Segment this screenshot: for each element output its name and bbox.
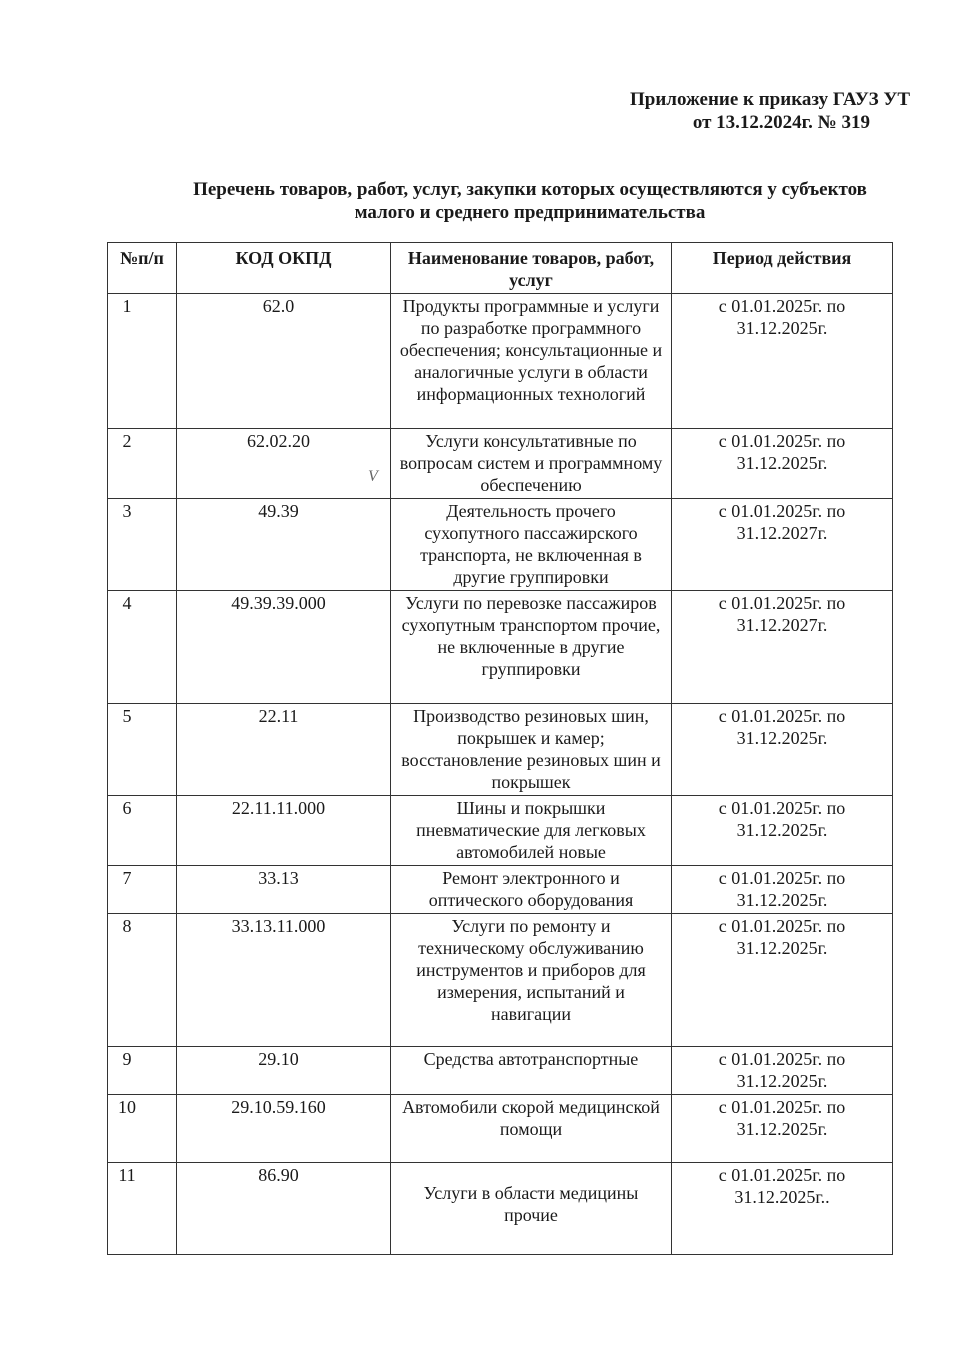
table-row xyxy=(108,796,893,866)
validity-period: с 01.01.2025г. по 31.12.2025г. xyxy=(672,866,893,914)
okpd-code: 33.13 xyxy=(177,866,391,914)
validity-period: с 01.01.2025г. по 31.12.2025г. xyxy=(672,914,893,1047)
item-name: Ремонт электронного и оптического оборудования xyxy=(391,866,672,914)
item-name-text: Услуги в области медицины прочие xyxy=(423,1183,639,1225)
item-name: Производство резиновых шин, покрышек и камер; восстановление резиновых шин и покрышек xyxy=(391,704,672,796)
table-header-row xyxy=(108,243,893,294)
row-number: 3 xyxy=(108,499,177,591)
table-row xyxy=(108,1047,893,1095)
table-row xyxy=(108,1163,893,1255)
validity-period: с 01.01.2025г. по 31.12.2025г. xyxy=(672,796,893,866)
column-header-period: Период действия xyxy=(672,243,893,294)
row-number: 10 xyxy=(108,1095,177,1163)
okpd-code: 22.11 xyxy=(177,704,391,796)
okpd-code: 86.90 xyxy=(177,1163,391,1255)
table-row xyxy=(108,429,893,499)
row-number: 8 xyxy=(108,914,177,1047)
okpd-code: 49.39.39.000 xyxy=(177,591,391,704)
document-title xyxy=(150,178,910,224)
title-line-2: малого и среднего предпринимательства xyxy=(354,202,706,223)
okpd-code: 62.02.20 xyxy=(177,429,391,499)
validity-period: с 01.01.2025г. по 31.12.2025г. xyxy=(672,704,893,796)
row-number: 2 xyxy=(108,429,177,499)
table-row xyxy=(108,914,893,1047)
row-number: 6 xyxy=(108,796,177,866)
okpd-code: 29.10 xyxy=(177,1047,391,1095)
validity-period: с 01.01.2025г. по 31.12.2027г. xyxy=(672,591,893,704)
row-number: 11 xyxy=(108,1163,177,1255)
table-row xyxy=(108,294,893,429)
appendix-date-line: от 13.12.2024г. № 319 xyxy=(692,112,870,133)
okpd-code: 62.0 xyxy=(177,294,391,429)
table-row xyxy=(108,591,893,704)
row-number: 5 xyxy=(108,704,177,796)
validity-period: с 01.01.2025г. по 31.12.2025г. xyxy=(672,1095,893,1163)
appendix-order-line: Приложение к приказу ГАУЗ УТ xyxy=(630,89,910,110)
okpd-code: 49.39 xyxy=(177,499,391,591)
okpd-code: 33.13.11.000 xyxy=(177,914,391,1047)
validity-period: с 01.01.2025г. по 31.12.2025г.. xyxy=(672,1163,893,1255)
title-line-1: Перечень товаров, работ, услуг, закупки которых осуществляются у субъектов xyxy=(193,179,867,200)
item-name: Услуги по перевозке пассажиров сухопутным транспортом прочие, не включенные в другие группировки xyxy=(391,591,672,704)
row-number: 1 xyxy=(108,294,177,429)
item-name xyxy=(391,1163,672,1255)
item-name: Услуги консультативные по вопросам систем и программному обеспечению xyxy=(391,429,672,499)
validity-period: с 01.01.2025г. по 31.12.2025г. xyxy=(672,294,893,429)
item-name: Деятельность прочего сухопутного пассажирского транспорта, не включенная в другие группировки xyxy=(391,499,672,591)
item-name: Услуги по ремонту и техническому обслуживанию инструментов и приборов для измерения, испытаний и навигации xyxy=(391,914,672,1047)
validity-period: с 01.01.2025г. по 31.12.2027г. xyxy=(672,499,893,591)
row-number: 9 xyxy=(108,1047,177,1095)
row-number: 7 xyxy=(108,866,177,914)
okpd-code: 29.10.59.160 xyxy=(177,1095,391,1163)
validity-period: с 01.01.2025г. по 31.12.2025г. xyxy=(672,1047,893,1095)
column-header-okpd-code: КОД ОКПД xyxy=(177,243,391,294)
table-row xyxy=(108,866,893,914)
item-name: Продукты программные и услуги по разработке программного обеспечения; консультационные и аналогичные услуги в области информационных технологий xyxy=(391,294,672,429)
item-name: Шины и покрышки пневматические для легковых автомобилей новые xyxy=(391,796,672,866)
row-number: 4 xyxy=(108,591,177,704)
table-row xyxy=(108,1095,893,1163)
item-name: Средства автотранспортные xyxy=(391,1047,672,1095)
column-header-name: Наименование товаров, работ, услуг xyxy=(391,243,672,294)
validity-period: с 01.01.2025г. по 31.12.2025г. xyxy=(672,429,893,499)
okpd-code: 22.11.11.000 xyxy=(177,796,391,866)
table-row xyxy=(108,704,893,796)
handwritten-check-mark: V xyxy=(368,468,378,485)
column-header-number: №п/п xyxy=(108,243,177,294)
appendix-header xyxy=(560,88,910,134)
item-name: Автомобили скорой медицинской помощи xyxy=(391,1095,672,1163)
goods-services-table xyxy=(107,242,893,1255)
table-row xyxy=(108,499,893,591)
